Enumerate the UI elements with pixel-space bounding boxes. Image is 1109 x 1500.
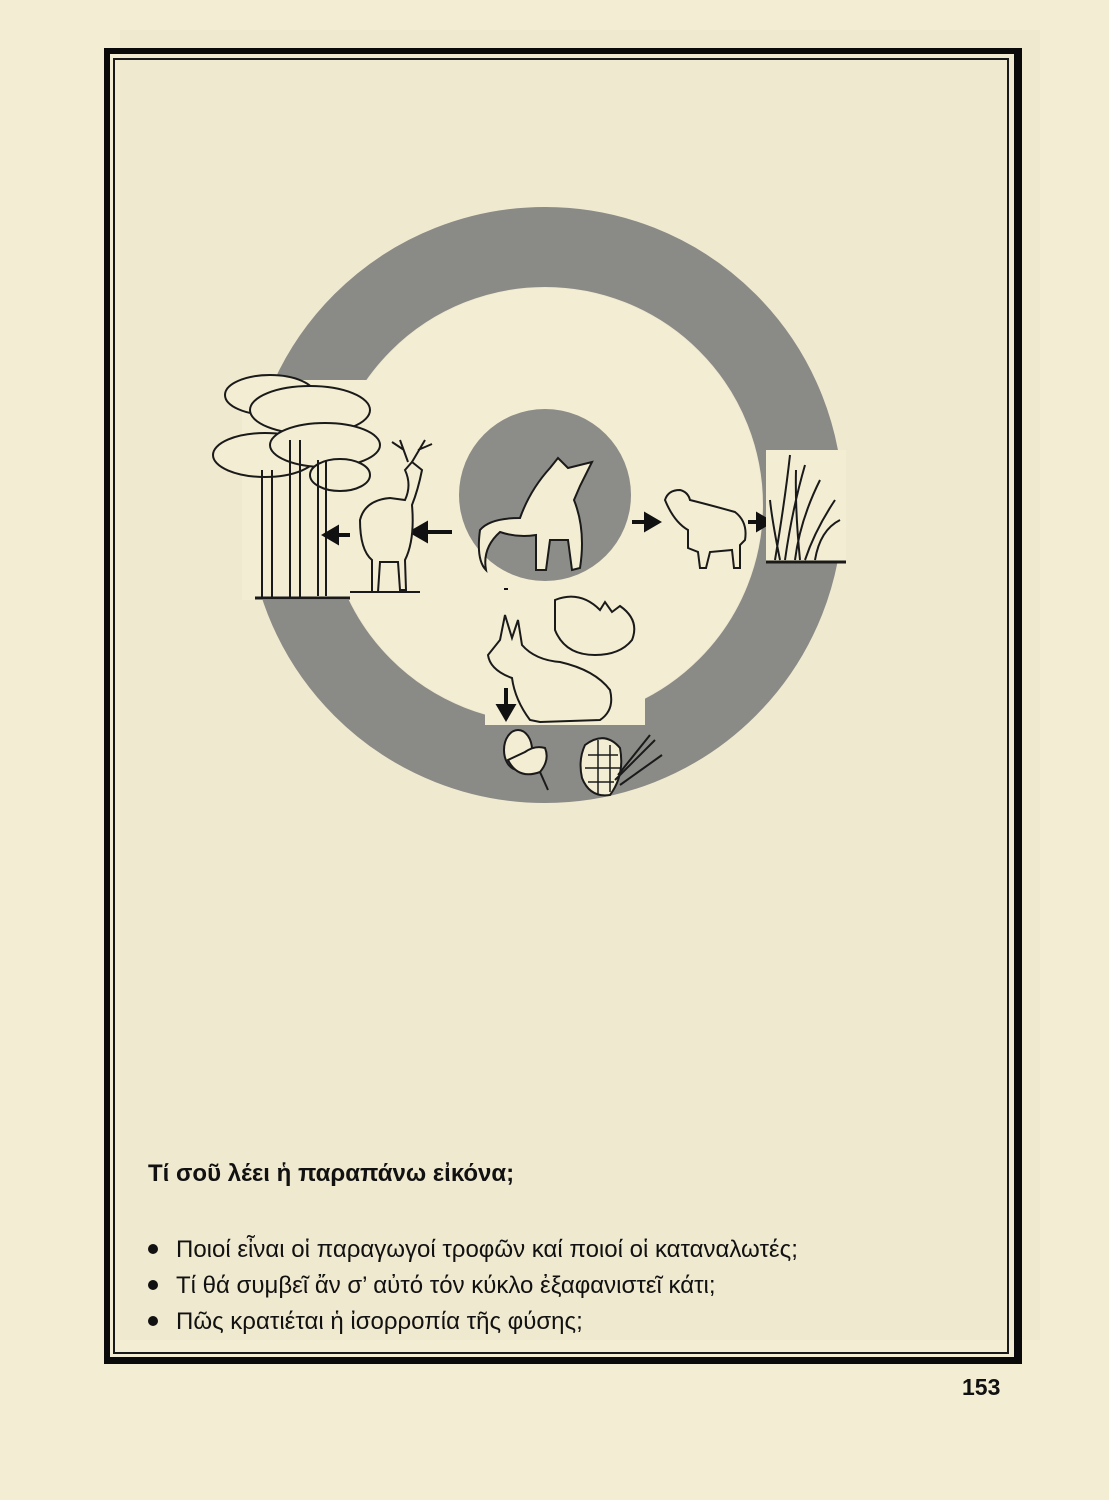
question-item-text: Τί θά συμβεῖ ἄν σ’ αὐτό τόν κύκλο ἐξαφανιστεῖ κάτι; [176, 1272, 716, 1299]
grass-icon [766, 450, 846, 562]
question-item-text: Πῶς κρατιέται ἡ ἰσορροπία τῆς φύσης; [176, 1308, 583, 1335]
question-item [148, 1268, 798, 1304]
question-heading: Τί σοῦ λέει ἡ παραπάνω εἰκόνα; [148, 1160, 515, 1187]
trees-icon [213, 375, 392, 600]
bullet-icon [148, 1316, 158, 1326]
page-number: 153 [962, 1374, 1001, 1400]
bullet-icon [148, 1244, 158, 1254]
bullet-icon [148, 1280, 158, 1290]
question-item [148, 1304, 798, 1340]
food-chain-diagram [200, 200, 860, 810]
question-item-text: Ποιοί εἶναι οἱ παραγωγοί τροφῶν καί ποιοί οἱ καταναλωτές; [176, 1236, 798, 1263]
question-item [148, 1232, 798, 1268]
question-list [148, 1232, 798, 1340]
